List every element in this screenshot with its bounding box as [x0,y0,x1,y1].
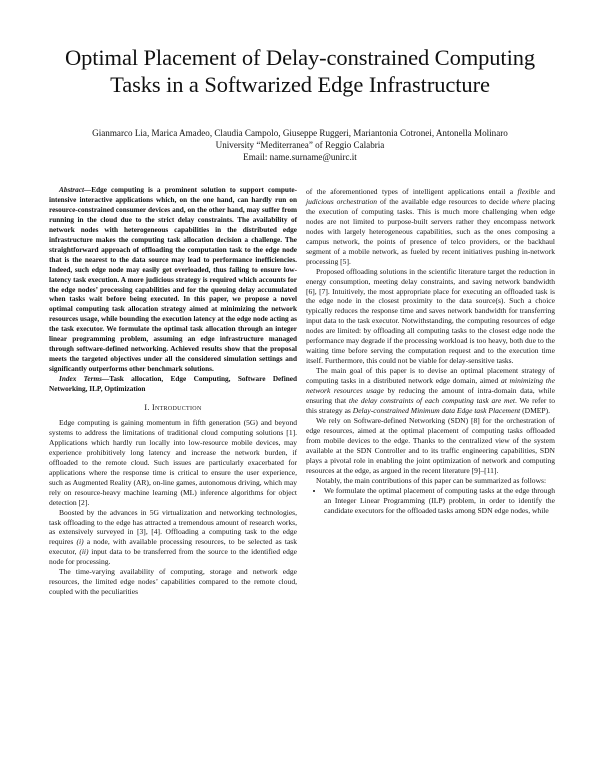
text-run: of the aforementioned types of intelligent applications entail a [306,187,518,196]
intro-paragraph-3: The time-varying availability of computing, storage and network edge resources, the limited edge nodes’ capabilities compared to the remote cloud, coupled with the peculiarities [49,567,297,597]
left-column [49,186,297,597]
italic-run: the delay constraints of each computing task are met [348,396,515,406]
text-run: input data to be transferred from the source to the identified edge node for processing. [49,547,298,567]
intro-paragraph-4: Proposed offloading solutions in the scientific literature target the reduction in energy consumption, meeting delay constraints, and saving network bandwidth [6], [7]. Intuitively, the most appropriate place for executing an offloaded task is the edge node in the closest proximity to the data source(s). Such a choice typically reduces the response time and saves network bandwidth for transferring input data to the task executor. Notwithstanding, the computing resources of edge nodes are limited: by offloading all computing tasks to the closest edge node the performance may degrade if the processing workload is too heavy, both due to the waiting time before serving the computation request and to the execution time itself. Furthermore, this could not be viable for delay-sensitive tasks. [306,266,555,366]
italic-run: where [511,196,530,206]
index-terms [49,375,297,395]
text-run: Boosted by the advances in 5G virtualization and networking technologies, task offloading to the edge has attracted a tremendous amount of research works, as extensively surveyed in [3], [4]. Offloading a computing task to the edge requires [49,507,297,547]
author-email: Email: name.surname@unirc.it [243,152,357,162]
text-run: and [539,187,555,196]
text-run: by reducing the amount of intra-domain data, while ensuring that [306,386,555,406]
contributions-list [306,486,555,516]
italic-run: at minimizing the network resources usage [306,376,555,396]
index-terms-text: —Task allocation, Edge Computing, Software Defined Networking, ILP, Optimization [49,375,297,394]
intro-paragraph-2 [49,508,297,568]
title-line-1: Optimal Placement of Delay-constrained Computing [64,45,536,70]
abstract [49,186,297,375]
italic-run: Delay-constrained Minimum data Edge task Placement [352,405,521,415]
section-number: I. [144,403,152,413]
italic-run: flexible [517,187,540,196]
intro-paragraph-7: Notably, the main contributions of this paper can be summarized as follows: [316,475,547,485]
title-line-2: Tasks in a Softwarized Edge Infrastructure [110,72,490,97]
intro-paragraph-5 [306,366,555,416]
text-run: of the available edge resources to decide [377,196,512,206]
abstract-text: —Edge computing is a prominent solution to support compute-intensive interactive applications which, on the one hand, can hardly run on resource-constrained consumer devices and, on the other hand, may suffer from running in the cloud due to the strict delay constraints. The availability of network nodes with heterogeneous capabilities in the distributed edge infrastructure makes the computing task allocation decision a challenge. The straightforward approach of offloading the computation task to the edge node that is the nearest to the data source may lead to performance inefficiencies. Indeed, such edge node may easily get overloaded, thus failing to ensure low-latency task execution. A more judicious strategy is required which accounts for the edge nodes’ processing capabilities and for the queuing delay accumulated when tasks wait before being executed. In this paper, we propose a novel optimal computing task allocation strategy aimed at minimizing the network resources usage, while bounding the execution latency at the edge node acting as the task executor. We formulate the optimal task allocation through an integer linear programming problem, assuming an edge infrastructure managed through software-defined networking. Achieved results show that the proposal meets the targeted objectives under all the considered simulation settings and significantly outperforms other benchmark solutions. [49,186,297,374]
right-column [306,187,555,515]
text-run: a node, with available processing resources, to be selected as task executor, [49,537,297,557]
author-block [20,127,580,163]
italic-run: judicious orchestration [306,196,378,206]
abstract-lead: Abstract [59,186,84,194]
paper-title [20,44,580,98]
intro-paragraph-6: We rely on Software-defined Networking (SDN) [8] for the orchestration of edge resources, aimed at the optimal placement of computing tasks offloaded from mobile devices to the edge. Thanks to the centralized view of the system available at the SDN Controller and to its traffic engineering capabilities, SDN plays a pivotal role in enabling the joint optimization of network and computing resources at the edge, as argued in the recent literature [9]–[11]. [306,415,555,475]
text-run: . We refer to this strategy as [306,396,555,415]
intro-paragraph-1: Edge computing is gaining momentum in fifth generation (5G) and beyond systems to address the limitations of traditional cloud computing solutions [1]. Applications which hardly run locally into low-resource mobile devices, may experience prohibitively long latency and increase the network burden, if offloaded to the remote cloud. Such issues are particularly exacerbated for applications where the response time is critical to ensure the user experience, such as Augmented Reality (AR), on-line games, autonomous driving, which may rely on resource-heavy machine learning (ML) inference algorithms for object detection [2]. [49,417,297,507]
italic-run: (ii) [79,547,89,557]
text-run: (DMEP). [520,405,550,415]
author-names: Gianmarco Lia, Marica Amadeo, Claudia Campolo, Giuseppe Ruggeri, Mariantonia Cotronei, Antonella Molinaro [92,128,508,138]
section-heading-introduction [49,403,297,413]
list-item: • We formulate the optimal placement of computing tasks at the edge through an Integer Linear Programming (ILP) problem, in order to identify the candidate executors for the offloaded tasks among SDN edge nodes, while [324,486,555,516]
text-run: The main goal of this paper is to devise an optimal placement strategy of computing tasks in a distributed network edge domain, aimed [306,366,555,386]
author-affiliation: University “Mediterranea” of Reggio Calabria [215,140,385,150]
intro-paragraph-3-continued [306,187,555,267]
italic-run: (i) [76,537,84,547]
section-title: Introduction [151,403,202,413]
text-run: placing the execution of computing tasks. This is much more challenging when edge nodes are not limited to purpose-built servers rather they encompass network nodes with largely heterogeneous capabilities, such as the ones composing a campus network, the points of presence of telco providers, or the backhaul segment of a mobile network, as fueled by recent initiatives pushing in-network processing [5]. [306,196,555,266]
index-terms-lead: Index Terms [59,375,102,384]
